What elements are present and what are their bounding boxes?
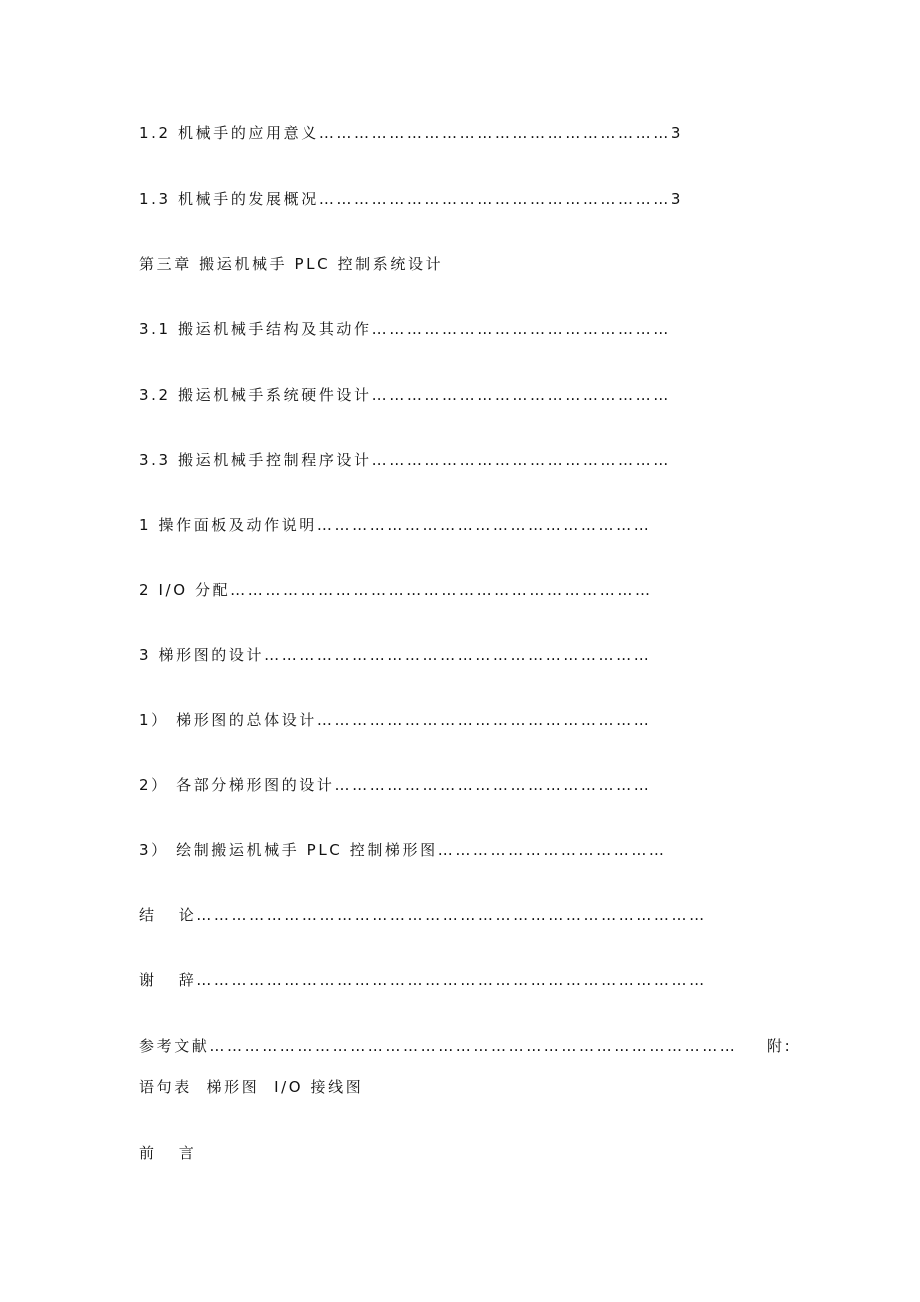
toc-subsubentry-1: 1） 梯形图的总体设计………………………………………………… xyxy=(139,711,652,729)
toc-subentry-3: 3 梯形图的设计………………………………………………………… xyxy=(139,646,652,664)
toc-entry-1-3: 1.3 机械手的发展概况……………………………………………………3 xyxy=(139,190,683,208)
toc-entry-3-3: 3.3 搬运机械手控制程序设计…………………………………………… xyxy=(139,451,671,469)
toc-acknowledgement: 谢 辞…………………………………………………………………………… xyxy=(139,971,707,989)
toc-subentry-2: 2 I/O 分配……………………………………………………………… xyxy=(139,581,653,599)
toc-entry-3-2: 3.2 搬运机械手系统硬件设计…………………………………………… xyxy=(139,386,671,404)
appendix-label: 附: xyxy=(767,1037,793,1055)
toc-conclusion: 结 论…………………………………………………………………………… xyxy=(139,906,707,924)
appendix-items: 语句表 梯形图 I/O 接线图 xyxy=(139,1078,364,1096)
toc-subsubentry-2: 2） 各部分梯形图的设计……………………………………………… xyxy=(139,776,652,794)
toc-subsubentry-3: 3） 绘制搬运机械手 PLC 控制梯形图………………………………… xyxy=(139,841,667,859)
preface-heading: 前 言 xyxy=(139,1144,197,1162)
toc-chapter-3-heading: 第三章 搬运机械手 PLC 控制系统设计 xyxy=(139,255,444,273)
toc-references: 参考文献……………………………………………………………………………… xyxy=(139,1037,738,1055)
toc-entry-1-2: 1.2 机械手的应用意义……………………………………………………3 xyxy=(139,124,683,142)
toc-entry-3-1: 3.1 搬运机械手结构及其动作…………………………………………… xyxy=(139,320,671,338)
toc-subentry-1: 1 操作面板及动作说明………………………………………………… xyxy=(139,516,652,534)
